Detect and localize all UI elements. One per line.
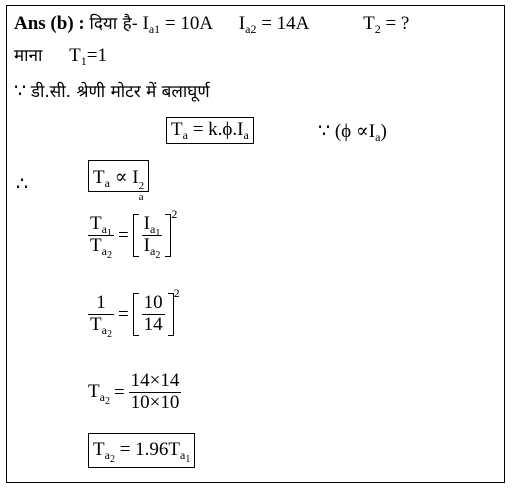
computation-equation: $T_{a_2}$ = $\frac{14\times 14}{10\times 10}$: [88, 370, 180, 413]
torque-proportional-equation: [88, 168, 149, 203]
because-symbol: ∵: [14, 81, 27, 102]
therefore-symbol: ∴: [16, 174, 29, 195]
ia2-symbol: I: [238, 13, 246, 34]
ia1-value: = 10A: [164, 13, 213, 34]
solution-box: [6, 5, 505, 483]
given-text: दिया है-: [89, 14, 138, 34]
ia1-symbol: I: [142, 13, 149, 34]
numeric-ratio-equation: $\frac{1}{T_{a_2}}$ = $\frac{10}{14}$ 2: [90, 286, 180, 340]
torque-proportional-box: $T_a \propto I$ 2 a: [88, 160, 149, 192]
current-ratio-bracket: $\frac{I_{a_1}}{I_{a_2}}$: [133, 214, 172, 257]
flux-proportional-note: ∵ $(\phi \propto I_a)$: [318, 121, 387, 144]
ia2-value: = 14A: [261, 13, 309, 34]
t2-symbol: T: [363, 13, 375, 34]
final-result-box: $T_{a_2} = 1.96T_{a_1}$: [88, 433, 195, 468]
maana-text: माना: [14, 46, 43, 66]
series-motor-line: [14, 82, 210, 101]
assume-line: माना $T_1=1$: [14, 45, 107, 68]
ratio-equation: $\frac{T_{a_1}}{T_{a_2}}$ = $\frac{I_{a_1}}{I_{a_2}}$ 2: [90, 207, 178, 261]
t2-value: = ?: [385, 13, 410, 34]
given-line: Ans (b) : दिया है- $I_{a1} = 10A$ $I_{a2} = 14A$ $T_2$ = ?: [14, 13, 410, 36]
final-result: [88, 439, 195, 465]
t1-value: =1: [86, 45, 107, 66]
torque-ratio: $\frac{T_{a_1}}{T_{a_2}}$: [90, 213, 112, 261]
series-motor-text: डी.सी. श्रेणी मोटर में बलाघूर्ण: [30, 82, 210, 102]
torque-equation-box: $T_a = k.\phi.I_a$: [166, 117, 254, 144]
answer-label: Ans (b) :: [14, 13, 85, 34]
t1-symbol: T: [69, 45, 81, 66]
torque-equation: [166, 119, 254, 142]
